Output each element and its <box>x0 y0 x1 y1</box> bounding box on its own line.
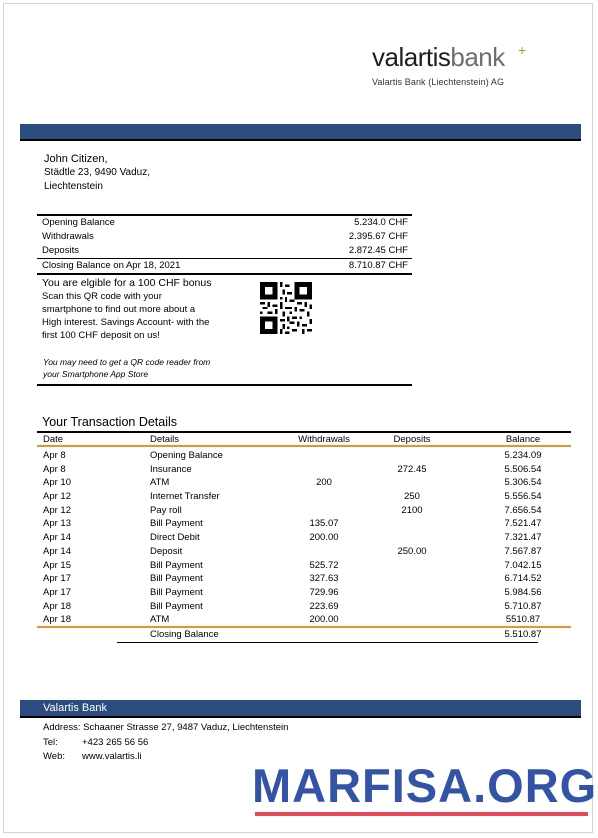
promo-line: You are elgible for a 100 CHF bonus <box>42 277 212 289</box>
row-details: Bill Payment <box>150 518 203 530</box>
promo-note-line: your Smartphone App Store <box>43 369 149 379</box>
row-withdrawal: 729.96 <box>309 586 339 598</box>
transactions-title: Your Transaction Details <box>42 415 178 429</box>
footer-tel: +423 265 56 56 <box>82 736 149 748</box>
row-details: Opening Balance <box>150 450 223 461</box>
customer-address <box>44 152 150 194</box>
table-row <box>37 545 571 559</box>
summary-label: Withdrawals <box>42 231 94 242</box>
table-row <box>37 449 571 463</box>
footer-contact <box>43 721 288 765</box>
row-deposit: 250 <box>404 491 420 503</box>
header-withdrawals: Withdrawals <box>298 434 350 445</box>
promo-text <box>42 277 232 342</box>
table-row <box>37 586 571 600</box>
row-date: Apr 14 <box>43 545 71 557</box>
row-deposit: 2100 <box>401 504 423 516</box>
promo-note <box>43 356 243 380</box>
footer-address: Schaaner Strasse 27, 9487 Vaduz, Liechtenstein <box>83 722 289 733</box>
row-date: Apr 12 <box>43 504 71 516</box>
summary-value: 8.710.87 CHF <box>348 260 408 271</box>
header-date: Date <box>43 434 64 445</box>
row-balance: 5.556.54 <box>504 491 542 503</box>
summary-row <box>37 244 412 258</box>
watermark-text: MARFISA.ORG <box>252 759 598 812</box>
transactions-table <box>37 449 571 627</box>
table-row <box>37 531 571 545</box>
customer-street: Städtle 23, 9490 Vaduz, <box>44 167 151 178</box>
row-details: Bill Payment <box>150 600 203 612</box>
closing-balance-row <box>37 628 571 642</box>
logo-wordmark-valartis: valartis <box>372 42 451 72</box>
row-date: Apr 8 <box>43 463 66 475</box>
header-orange-rule <box>37 445 571 447</box>
row-details: Bill Payment <box>150 573 203 585</box>
header-bar-rule <box>20 139 581 141</box>
row-date: Apr 15 <box>43 559 71 571</box>
table-row <box>37 517 571 531</box>
row-date: Apr 17 <box>43 586 71 598</box>
summary-row <box>37 230 412 244</box>
summary-label: Deposits <box>42 245 79 256</box>
closing-label: Closing Balance <box>150 629 219 640</box>
row-date: Apr 17 <box>43 573 71 585</box>
watermark-underline <box>255 812 588 816</box>
header-details: Details <box>150 434 180 445</box>
row-date: Apr 13 <box>43 518 71 530</box>
row-date: Apr 18 <box>43 600 71 612</box>
table-row <box>37 613 571 627</box>
customer-country: Liechtenstein <box>44 181 103 192</box>
summary-value: 2.395.67 CHF <box>348 231 408 242</box>
row-deposit: 272.45 <box>397 463 427 475</box>
footer-web-link[interactable]: www.valartis.li <box>82 751 142 762</box>
summary-row-closing <box>37 259 412 273</box>
row-details: Bill Payment <box>150 559 203 571</box>
footer-bar-rule <box>20 716 581 718</box>
logo-plus-icon: + <box>518 42 527 58</box>
table-row <box>37 463 571 477</box>
summary-value: 2.872.45 CHF <box>348 245 408 256</box>
table-row <box>37 600 571 614</box>
row-balance: 6.714.52 <box>504 573 542 585</box>
row-balance: 7.321.47 <box>504 532 542 544</box>
row-balance: 7.042.15 <box>504 559 542 571</box>
row-date: Apr 18 <box>43 614 71 626</box>
row-withdrawal: 200.00 <box>309 532 339 544</box>
footer-web-label: Web: <box>43 751 66 762</box>
row-withdrawal: 223.69 <box>309 600 339 612</box>
header-deposits: Deposits <box>393 434 431 445</box>
row-details: Insurance <box>150 463 192 475</box>
promo-line: first 100 CHF deposit on us! <box>42 330 160 341</box>
promo-line: smartphone to find out more about a <box>42 304 196 315</box>
row-balance: 5.984.56 <box>504 586 542 598</box>
row-details: Direct Debit <box>150 532 200 544</box>
row-balance: 7.656.54 <box>504 504 542 516</box>
summary-bottom-rule <box>37 273 412 275</box>
table-row <box>37 572 571 586</box>
statement-page <box>3 3 598 833</box>
row-withdrawal: 135.07 <box>309 518 339 530</box>
footer-tel-label: Tel: <box>43 736 58 748</box>
row-details: Internet Transfer <box>150 491 220 503</box>
transactions-top-rule <box>37 431 571 433</box>
row-details: ATM <box>150 614 170 626</box>
table-row <box>37 559 571 573</box>
footer-bar <box>20 700 581 716</box>
row-balance: 7.567.87 <box>504 545 542 557</box>
row-balance: 5.306.54 <box>504 477 542 489</box>
row-details: Deposit <box>150 545 183 557</box>
promo-bottom-rule <box>37 384 412 386</box>
table-row <box>37 504 571 518</box>
footer-address-label: Address: <box>43 722 81 733</box>
row-date: Apr 12 <box>43 491 71 503</box>
promo-line: High interest. Savings Account- with the <box>42 317 210 328</box>
row-withdrawal: 200 <box>316 477 332 489</box>
customer-name: John Citizen, <box>44 153 108 165</box>
qr-code-icon[interactable] <box>260 282 312 334</box>
summary-label: Opening Balance <box>42 217 115 228</box>
summary-label: Closing Balance on Apr 18, 2021 <box>42 260 181 271</box>
row-date: Apr 8 <box>43 450 66 461</box>
footer-address-row <box>43 721 288 736</box>
row-details: Bill Payment <box>150 586 203 598</box>
summary-value: 5.234.0 CHF <box>354 217 408 228</box>
row-details: ATM <box>150 477 170 489</box>
row-balance: 7.521.47 <box>504 518 542 530</box>
summary-row <box>37 216 412 230</box>
row-details: Pay roll <box>150 504 182 516</box>
row-date: Apr 10 <box>43 477 71 489</box>
promo-note-line: You may need to get a QR code reader from <box>43 357 211 367</box>
account-summary <box>37 214 412 275</box>
table-row <box>37 490 571 504</box>
closing-value: 5.510.87 <box>504 629 542 640</box>
transactions-header <box>37 434 571 445</box>
row-balance: 5.506.54 <box>504 463 542 475</box>
logo-subtitle: Valartis Bank (Liechtenstein) AG <box>372 77 505 87</box>
row-deposit: 250.00 <box>397 545 427 557</box>
header-bar <box>20 124 581 139</box>
row-withdrawal: 327.63 <box>309 573 339 585</box>
header-balance: Balance <box>505 434 541 445</box>
row-withdrawal: 525.72 <box>309 559 339 571</box>
footer-tel-row <box>43 736 288 751</box>
promo-line: Scan this QR code with your <box>42 291 162 302</box>
row-balance: 5.710.87 <box>504 600 542 612</box>
bank-logo <box>372 44 552 87</box>
footer-bank-name: Valartis Bank <box>43 702 107 714</box>
row-date: Apr 14 <box>43 532 71 544</box>
closing-underline <box>117 642 538 643</box>
logo-wordmark-bank: bank <box>450 42 505 72</box>
row-withdrawal: 200.00 <box>309 614 339 626</box>
row-balance: 5510.87 <box>505 614 541 626</box>
table-row <box>37 476 571 490</box>
row-balance: 5.234.09 <box>504 450 542 461</box>
